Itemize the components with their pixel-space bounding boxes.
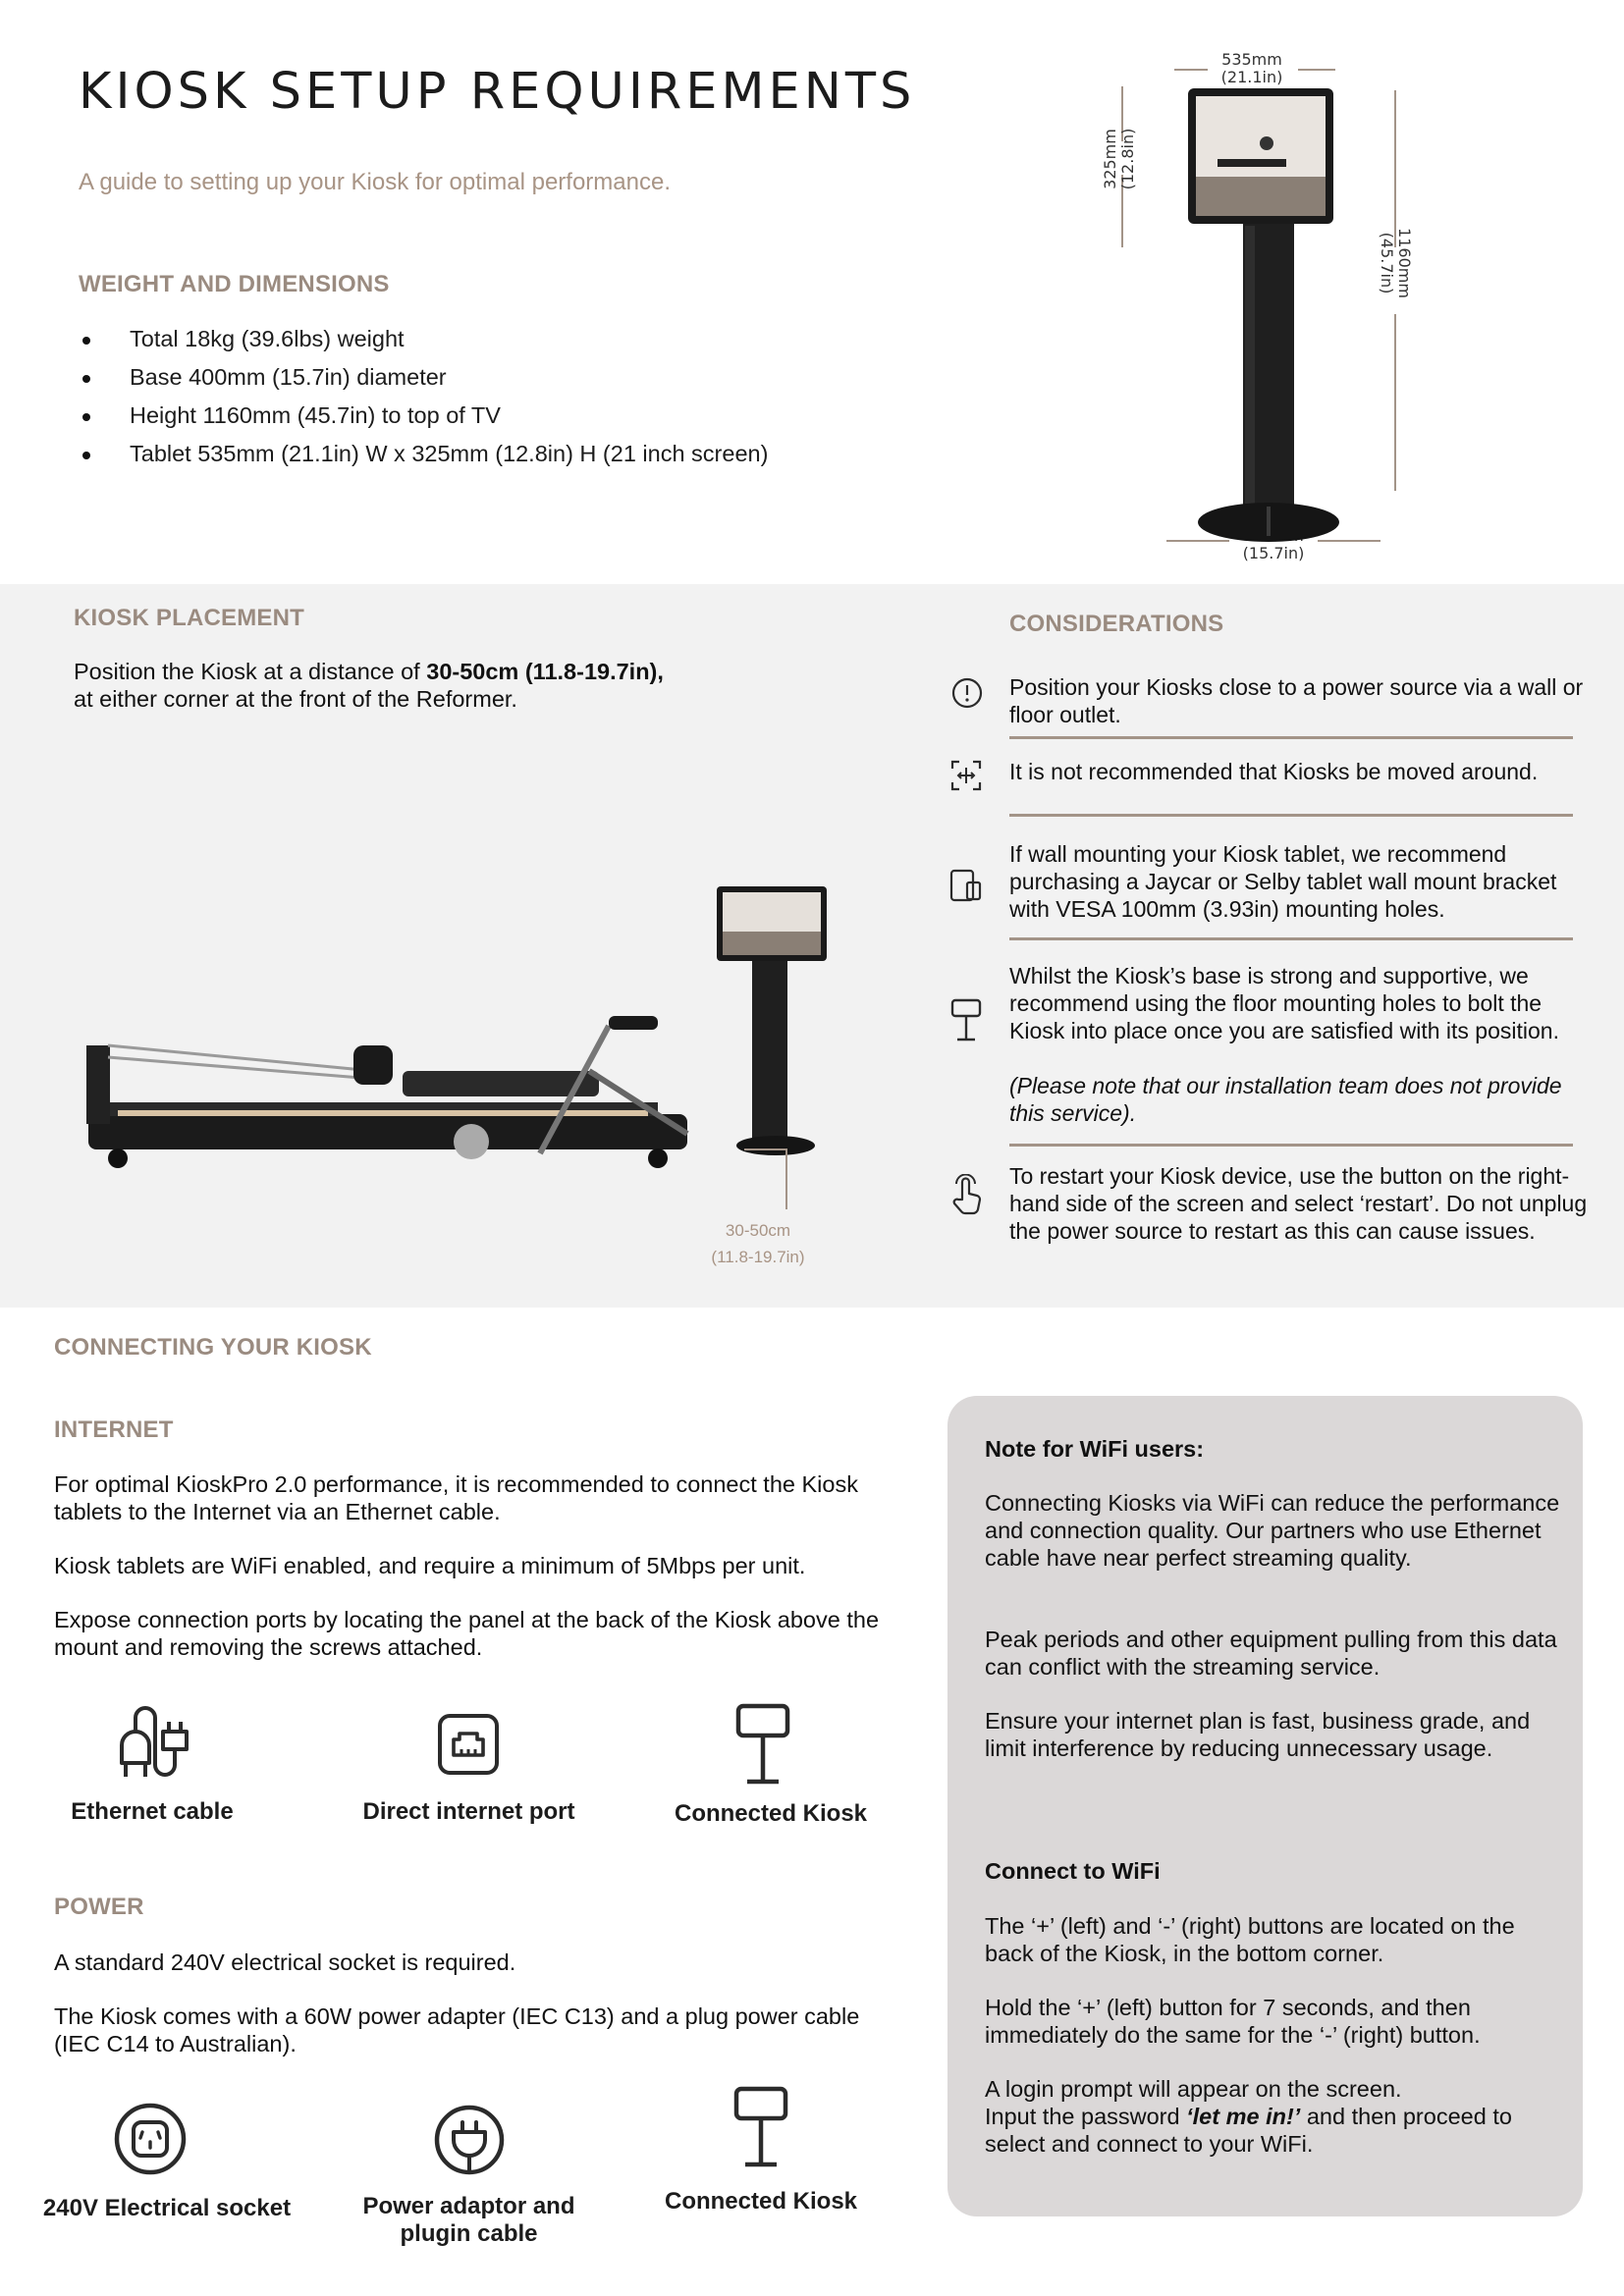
- connect-wifi-heading: Connect to WiFi: [985, 1858, 1161, 1884]
- connected-kiosk-caption: Connected Kiosk: [674, 1800, 868, 1827]
- power-paragraph: The Kiosk comes with a 60W power adapter (IEC C13) and a plug power cable (IEC C14 to Australian).: [54, 2003, 860, 2056]
- screen-height-label: 325mm (12.8in): [1101, 128, 1137, 190]
- internet-paragraph: For optimal KioskPro 2.0 performance, it is recommended to connect the Kiosk tablets to the Internet via an Ethernet cable.: [54, 1471, 858, 1524]
- base-dimension-label: (15.7in): [1242, 544, 1305, 562]
- divider: [1009, 1144, 1573, 1147]
- electrical-socket-icon: [112, 2101, 189, 2177]
- electrical-socket-caption: 240V Electrical socket: [42, 2195, 292, 2221]
- power-paragraph: A standard 240V electrical socket is required.: [54, 1949, 516, 1975]
- kiosk-stand-icon: [731, 2085, 790, 2169]
- page-title: KIOSK SETUP REQUIREMENTS: [79, 63, 916, 121]
- connect-wifi-paragraph: The ‘+’ (left) and ‘-’ (right) buttons are located on the back of the Kiosk, in the bottom corner.: [985, 1913, 1515, 1966]
- tablet-mount-icon: [948, 868, 984, 903]
- connect-wifi-paragraph: Hold the ‘+’ (left) button for 7 seconds, and then immediately do the same for the ‘-’ (right) button.: [985, 1995, 1481, 2048]
- wifi-password: ‘let me in!’: [1186, 2104, 1301, 2129]
- consideration-floor-mounting: Whilst the Kiosk’s base is strong and supportive, we recommend using the floor mounting holes to bolt the Kiosk into place once you are satisfied with its position. (Please note that our installation team does not provide this service).: [1009, 962, 1589, 1127]
- info-circle-icon: [950, 676, 984, 710]
- consideration-wall-mount: If wall mounting your Kiosk tablet, we recommend purchasing a Jaycar or Selby tablet wall mount bracket with VESA 100mm (3.93in) mounting holes.: [1009, 841, 1557, 922]
- internet-paragraph: Kiosk tablets are WiFi enabled, and require a minimum of 5Mbps per unit.: [54, 1553, 806, 1578]
- consideration-restart: To restart your Kiosk device, use the button on the right-hand side of the screen and select ‘restart’. Do not unplug the power source to restart as this can cause issues.: [1009, 1163, 1588, 1244]
- consideration-power-source: Position your Kiosks close to a power source via a wall or floor outlet.: [1009, 674, 1584, 727]
- internet-heading: INTERNET: [54, 1416, 174, 1443]
- wifi-note-box: [947, 1396, 1583, 2216]
- divider: [1009, 937, 1573, 940]
- list-item: Tablet 535mm (21.1in) W x 325mm (12.8in) H (21 inch screen): [79, 435, 768, 473]
- internet-port-caption: Direct internet port: [362, 1798, 575, 1825]
- placement-heading: KIOSK PLACEMENT: [74, 605, 305, 631]
- width-dimension-label: 535mm (21.1in): [1220, 50, 1283, 86]
- kiosk-dimension-diagram: [1100, 39, 1434, 569]
- connect-wifi-login: A login prompt will appear on the screen. Input the password ‘let me in!’ and then proceed to select and connect to your WiFi.: [985, 2076, 1512, 2157]
- distance-label: 30-50cm (11.8-19.7in): [711, 1221, 805, 1266]
- power-heading: POWER: [54, 1894, 144, 1920]
- installation-note: (Please note that our installation team does not provide this service).: [1009, 1073, 1562, 1126]
- power-adaptor-caption: Power adaptor and plugin cable: [362, 2193, 575, 2247]
- weight-heading: WEIGHT AND DIMENSIONS: [79, 271, 390, 297]
- list-item: Total 18kg (39.6lbs) weight: [79, 320, 768, 358]
- placement-text: Position the Kiosk at a distance of 30-50cm (11.8-19.7in), at either corner at the front of the Reformer.: [74, 659, 664, 712]
- considerations-heading: CONSIDERATIONS: [1009, 611, 1224, 637]
- list-item: Base 400mm (15.7in) diameter: [79, 358, 768, 397]
- list-item: Height 1160mm (45.7in) to top of TV: [79, 397, 768, 435]
- kiosk-stand-icon: [948, 997, 984, 1042]
- ethernet-cable-caption: Ethernet cable: [71, 1798, 234, 1825]
- divider: [1009, 814, 1573, 817]
- wifi-note-heading: Note for WiFi users:: [985, 1436, 1205, 1462]
- divider: [1009, 736, 1573, 739]
- move-arrows-icon: [948, 758, 984, 793]
- ethernet-cable-icon: [116, 1706, 194, 1785]
- tap-hand-icon: [948, 1174, 984, 1217]
- internet-paragraph: Expose connection ports by locating the panel at the back of the Kiosk above the mount and removing the screws attached.: [54, 1607, 880, 1660]
- weight-list: [79, 320, 768, 473]
- connected-kiosk-caption: Connected Kiosk: [664, 2188, 858, 2215]
- wifi-note-paragraph: Ensure your internet plan is fast, business grade, and limit interference by reducing unnecessary usage.: [985, 1708, 1531, 1761]
- power-plug-icon: [432, 2103, 507, 2177]
- wifi-note-paragraph: Peak periods and other equipment pulling from this data can conflict with the streaming service.: [985, 1627, 1557, 1680]
- kiosk-product-image: [1159, 79, 1394, 550]
- kiosk-stand-icon: [733, 1702, 792, 1787]
- reformer-kiosk-image: [79, 879, 835, 1193]
- connecting-heading: CONNECTING YOUR KIOSK: [54, 1334, 372, 1361]
- page-subtitle: A guide to setting up your Kiosk for optimal performance.: [79, 169, 671, 195]
- internet-port-icon: [436, 1712, 501, 1777]
- total-height-label: 1160mm (45.7in): [1378, 228, 1414, 298]
- wifi-note-paragraph: Connecting Kiosks via WiFi can reduce the performance and connection quality. Our partners who use Ethernet cable have near perfect streaming quality.: [985, 1490, 1560, 1571]
- consideration-not-moved: It is not recommended that Kiosks be moved around.: [1009, 759, 1539, 784]
